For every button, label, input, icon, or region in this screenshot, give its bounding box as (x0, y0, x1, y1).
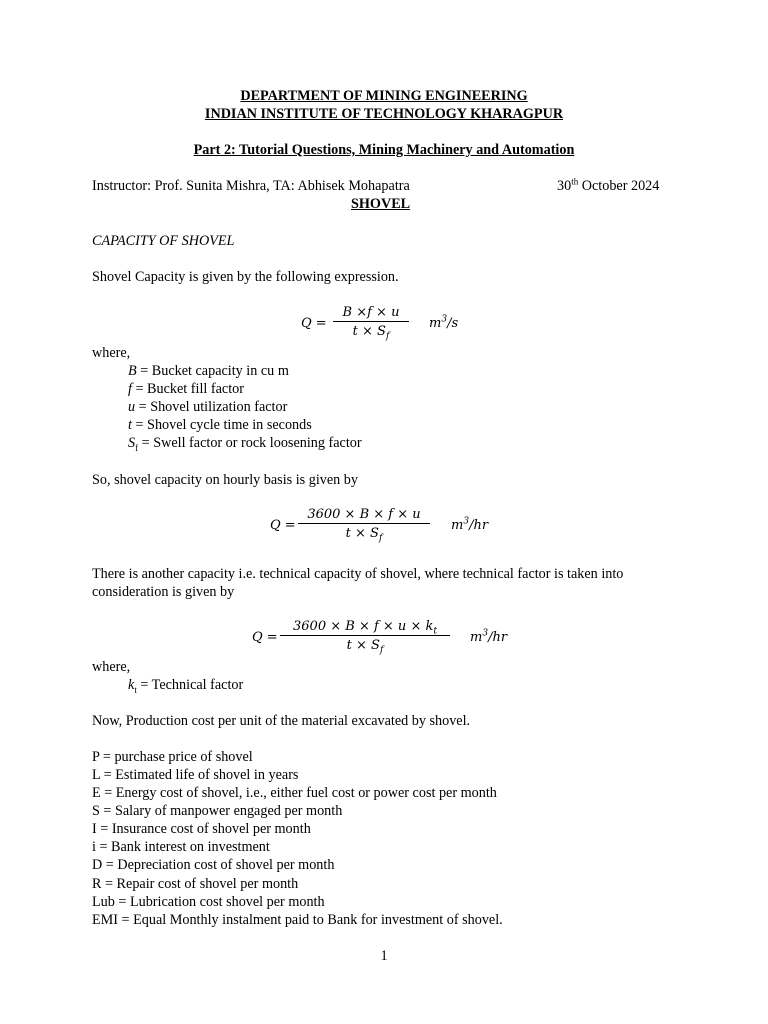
def-cycle-time: t = Shovel cycle time in seconds (128, 417, 312, 433)
cost-def-life: L = Estimated life of shovel in years (92, 767, 299, 783)
production-cost-text: Now, Production cost per unit of the material excavated by shovel. (92, 713, 471, 729)
cost-def-depreciation: D = Depreciation cost of shovel per month (92, 857, 335, 873)
def-fill-factor: f = Bucket fill factor (128, 381, 244, 397)
date-line: 30th October 2024 (557, 176, 660, 194)
def-bucket-capacity: B = Bucket capacity in cu m (128, 363, 289, 379)
cost-def-repair: R = Repair cost of shovel per month (92, 876, 299, 892)
cost-def-purchase-price: P = purchase price of shovel (92, 749, 253, 765)
where-label-2: where, (92, 659, 131, 675)
technical-text-line2: consideration is given by (92, 584, 235, 600)
cost-def-insurance: I = Insurance cost of shovel per month (92, 821, 311, 837)
department-heading: DEPARTMENT OF MINING ENGINEERING (240, 88, 528, 104)
def-swell-factor: $S_f$ = Swell factor or rock loosening factor (128, 435, 362, 453)
instructor-line: Instructor: Prof. Sunita Mishra, TA: Abhisek Mohapatra (92, 178, 410, 194)
cost-def-emi: EMI = Equal Monthly instalment paid to Bank for investment of shovel. (92, 912, 503, 928)
intro-text: Shovel Capacity is given by the following expression. (92, 269, 399, 285)
institute-heading: INDIAN INSTITUTE OF TECHNOLOGY KHARAGPUR (204, 106, 564, 122)
hourly-text: So, shovel capacity on hourly basis is given by (92, 472, 358, 488)
technical-text-line1: There is another capacity i.e. technical capacity of shovel, where technical factor is taken into (92, 566, 624, 582)
def-utilization: u = Shovel utilization factor (128, 399, 288, 415)
cost-def-interest: i = Bank interest on investment (92, 839, 270, 855)
cost-def-salary: S = Salary of manpower engaged per month (92, 803, 343, 819)
where-label: where, (92, 345, 131, 361)
page-number: 1 (380, 948, 388, 964)
section-title: CAPACITY OF SHOVEL (92, 233, 235, 249)
def-technical-factor: $k_t$ = Technical factor (128, 677, 244, 695)
cost-def-energy: E = Energy cost of shovel, i.e., either fuel cost or power cost per month (92, 785, 497, 801)
topic-heading: SHOVEL (351, 196, 411, 212)
cost-def-lubrication: Lub = Lubrication cost shovel per month (92, 894, 325, 910)
part-heading: Part 2: Tutorial Questions, Mining Machinery and Automation (193, 142, 575, 158)
